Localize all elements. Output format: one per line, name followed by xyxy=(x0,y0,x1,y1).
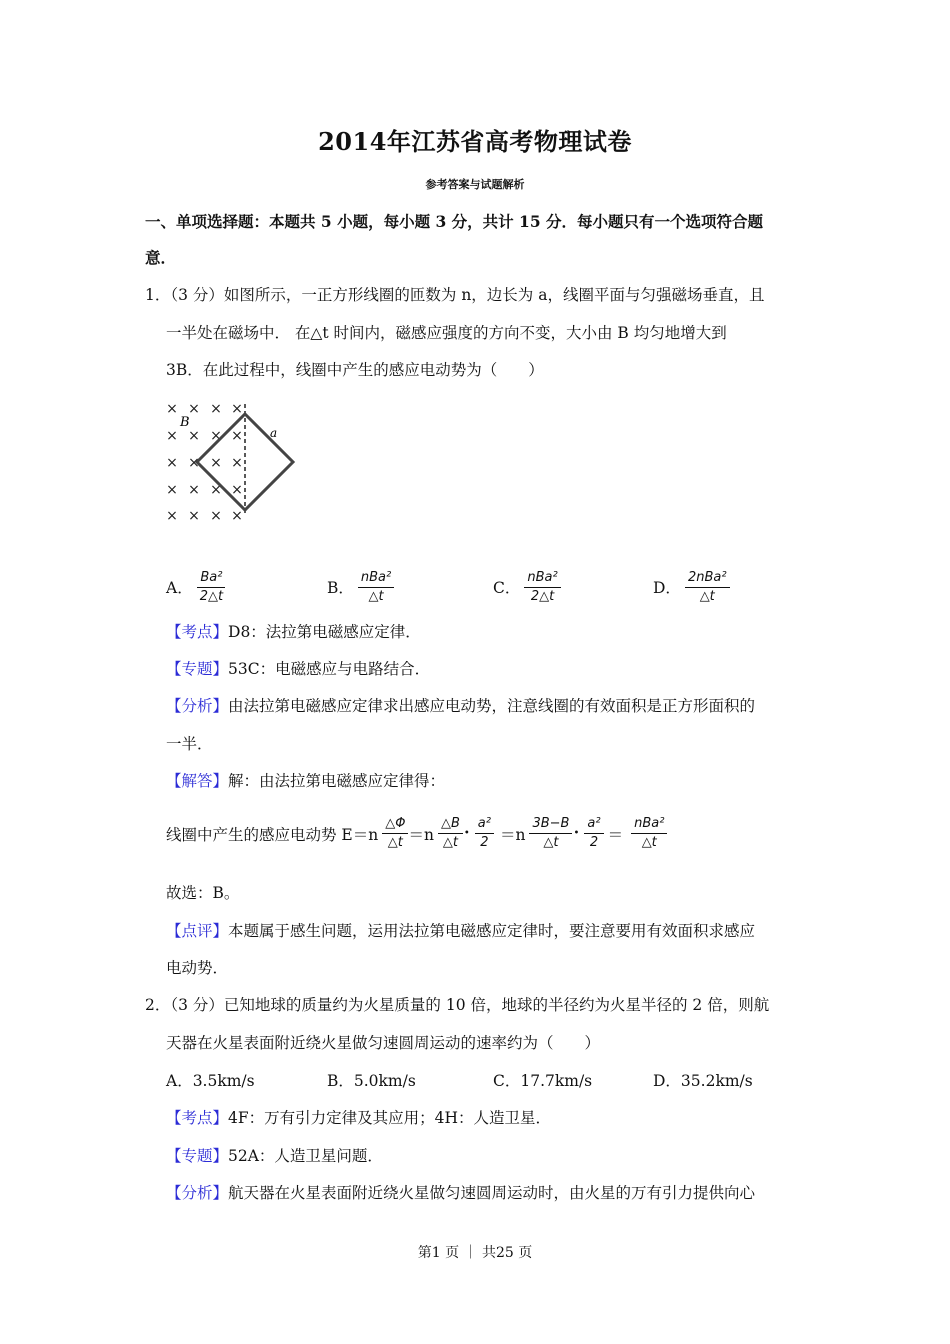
field-cross: × xyxy=(210,482,222,498)
q1-option-c: C． $\frac{\text{nBa²}}{2\triangle t}$ xyxy=(493,570,561,605)
field-crosses xyxy=(166,401,243,524)
q2-kaodian: 【考点】4F：万有引力定律及其应用；4H：人造卫星． xyxy=(166,1109,552,1127)
q2-option-a: A．3.5km/s xyxy=(166,1072,255,1090)
q1-stem-line1: 1．（3 分）如图所示，一正方形线圈的匝数为 n，边长为 a，线圈平面与匀强磁场垂直，且 xyxy=(145,286,765,304)
q2-option-d: D．35.2km/s xyxy=(653,1072,753,1090)
q1-stem-line2: 一半处在磁场中． 在△t 时间内，磁感应强度的方向不变，大小由 B 均匀地增大到 xyxy=(166,324,727,342)
q1-answer: 故选：B。 xyxy=(166,884,240,902)
q1-fenxi-line2: 一半． xyxy=(166,735,213,753)
label-a: a xyxy=(270,426,278,440)
q1-jieda: 【解答】解：由法拉第电磁感应定律得： xyxy=(166,772,446,790)
q1-equation: 线圈中产生的感应电动势 E＝n $\frac{\triangle\Phi}{\triangle t}$ ＝n $\frac{\triangle B}{\triangle t}$ • $\frac{\text{a²}}{2}$ ＝n $\frac{3B-B}{\triangle t}$ • $\frac{\text{a²}}{2}$ ＝ $\frac{\text{nBa²}}{\triangle t}$ xyxy=(166,816,667,851)
field-cross: × xyxy=(166,428,178,444)
q1-option-d: D． $\frac{\text{2nBa²}}{\triangle t}$ xyxy=(653,570,730,605)
q2-zhuanti: 【专题】52A：人造卫星问题． xyxy=(166,1147,383,1165)
q1-option-a: A． $\frac{\text{Ba²}}{2\triangle t}$ xyxy=(166,570,226,605)
q1-stem-line3: 3B．在此过程中，线圈中产生的感应电动势为（ ） xyxy=(166,361,544,379)
field-cross: × xyxy=(210,455,222,471)
q2-stem-line1: 2．（3 分）已知地球的质量约为火星质量的 10 倍，地球的半径约为火星半径的 2 倍，则航 xyxy=(145,996,770,1014)
field-cross: × xyxy=(188,455,200,471)
label-B: B xyxy=(180,415,190,430)
field-cross: × xyxy=(231,455,243,471)
field-cross: × xyxy=(166,455,178,471)
field-cross: × xyxy=(231,401,243,417)
q1-zhuanti: 【专题】53C：电磁感应与电路结合． xyxy=(166,660,431,678)
field-cross: × xyxy=(210,401,222,417)
q2-fenxi-line1: 【分析】航天器在火星表面附近绕火星做匀速圆周运动时，由火星的万有引力提供向心 xyxy=(166,1184,756,1202)
q1-dianping-line2: 电动势． xyxy=(166,959,229,977)
field-cross: × xyxy=(210,508,222,524)
page-subtitle: 参考答案与试题解析 xyxy=(425,178,525,191)
field-cross: × xyxy=(210,428,222,444)
field-cross: × xyxy=(188,508,200,524)
field-cross: × xyxy=(166,508,178,524)
q2-option-c: C．17.7km/s xyxy=(493,1072,593,1090)
q1-magnetic-field-figure xyxy=(160,398,310,524)
page-footer: 第1 页 ｜ 共25 页 xyxy=(417,1245,533,1261)
field-cross: × xyxy=(231,508,243,524)
q1-option-b: B． $\frac{\text{nBa²}}{\triangle t}$ xyxy=(327,570,394,605)
field-cross: × xyxy=(188,401,200,417)
section-heading-line2: 意． xyxy=(145,248,177,267)
field-cross: × xyxy=(231,428,243,444)
page-title: 2014年江苏省高考物理试卷 xyxy=(318,127,632,156)
q1-dianping-line1: 【点评】本题属于感生问题，运用法拉第电磁感应定律时，要注意要用有效面积求感应 xyxy=(166,922,756,940)
field-cross: × xyxy=(188,482,200,498)
q2-stem-line2: 天器在火星表面附近绕火星做匀速圆周运动的速率约为（ ） xyxy=(166,1034,601,1052)
section-heading-line1: 一、单项选择题：本题共 5 小题，每小题 3 分，共计 15 分．每小题只有一个选项符合题 xyxy=(145,212,764,231)
q1-kaodian: 【考点】D8：法拉第电磁感应定律． xyxy=(166,623,421,641)
field-cross: × xyxy=(231,482,243,498)
q2-option-b: B．5.0km/s xyxy=(327,1072,416,1090)
q1-fenxi-line1: 【分析】由法拉第电磁感应定律求出感应电动势，注意线圈的有效面积是正方形面积的 xyxy=(166,697,756,715)
field-cross: × xyxy=(188,428,200,444)
field-cross: × xyxy=(166,482,178,498)
field-cross: × xyxy=(166,401,178,417)
